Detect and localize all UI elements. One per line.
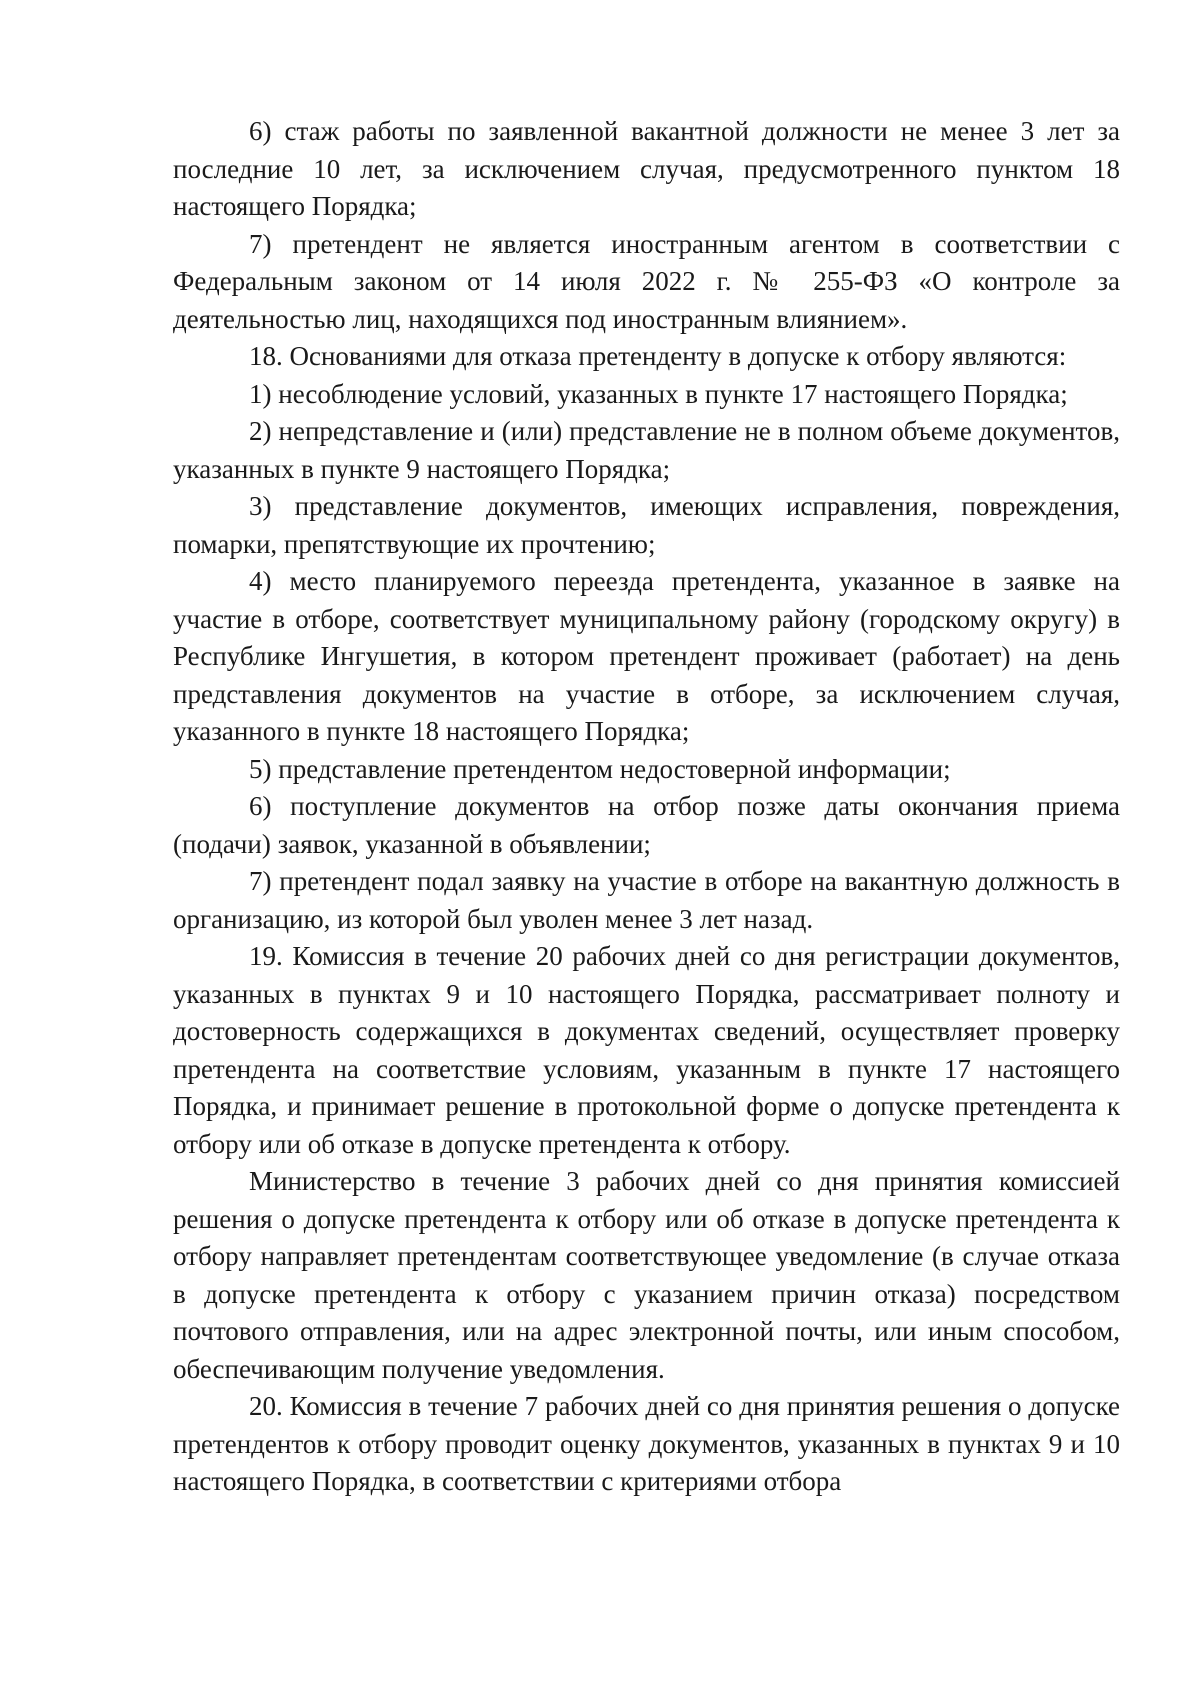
paragraph-ministry-notice: Министерство в течение 3 рабочих дней со дня принятия комиссией решения о допуске претендента к отбору или об отказе в допуске претендента к отбору направляет претендентам соответствующее уведомление (в случае отказа в допуске претендента к отбору с указанием причин отказа) посредством почтового отправления, или на адрес электронной почты, или иным способом, обеспечивающим получение уведомления. <box>173 1166 1120 1384</box>
document-body <box>173 113 1120 1501</box>
paragraph-refusal-1: 1) несоблюдение условий, указанных в пункте 17 настоящего Порядка; <box>249 378 1068 409</box>
paragraph-clause-19: 19. Комиссия в течение 20 рабочих дней со дня регистрации документов, указанных в пунктах 9 и 10 настоящего Порядка, рассматривает полноту и достоверность содержащихся в документах сведений, осуществляет проверку претендента на соответствие условиям, указанным в пункте 17 настоящего Порядка, и принимает решение в протокольной форме о допуске претендента к отбору или об отказе в допуске претендента к отбору. <box>173 941 1120 1159</box>
paragraph-refusal-3: 3) представление документов, имеющих исправления, повреждения, помарки, препятствующие их прочтению; <box>173 491 1120 559</box>
paragraph-clause-18: 18. Основаниями для отказа претенденту в допуске к отбору являются: <box>249 341 1067 371</box>
paragraph-refusal-2: 2) непредставление и (или) представление не в полном объеме документов, указанных в пункте 9 настоящего Порядка; <box>173 416 1120 484</box>
paragraph-refusal-5: 5) представление претендентом недостоверной информации; <box>249 753 951 784</box>
paragraph-refusal-4: 4) место планируемого переезда претендента, указанное в заявке на участие в отборе, соответствует муниципальному району (городскому округу) в Республике Ингушетия, в котором претендент проживает (работает) на день представления документов на участие в отборе, за исключением случая, указанного в пункте 18 настоящего Порядка; <box>173 566 1120 746</box>
paragraph-item-6-work-experience: 6) стаж работы по заявленной вакантной должности не менее 3 лет за последние 10 лет, за исключением случая, предусмотренного пунктом 18 настоящего Порядка; <box>173 116 1120 221</box>
paragraph-refusal-7: 7) претендент подал заявку на участие в отборе на вакантную должность в организацию, из которой был уволен менее 3 лет назад. <box>173 866 1120 934</box>
paragraph-item-7-foreign-agent: 7) претендент не является иностранным агентом в соответствии с Федеральным законом от 14 июля 2022 г. № 255-ФЗ «О контроле за деятельностью лиц, находящихся под иностранным влиянием». <box>173 228 1120 334</box>
paragraph-refusal-6: 6) поступление документов на отбор позже даты окончания приема (подачи) заявок, указанной в объявлении; <box>173 791 1120 859</box>
paragraph-clause-20: 20. Комиссия в течение 7 рабочих дней со дня принятия решения о допуске претендентов к отбору проводит оценку документов, указанных в пунктах 9 и 10 настоящего Порядка, в соответствии с критериями отбора <box>173 1391 1120 1496</box>
